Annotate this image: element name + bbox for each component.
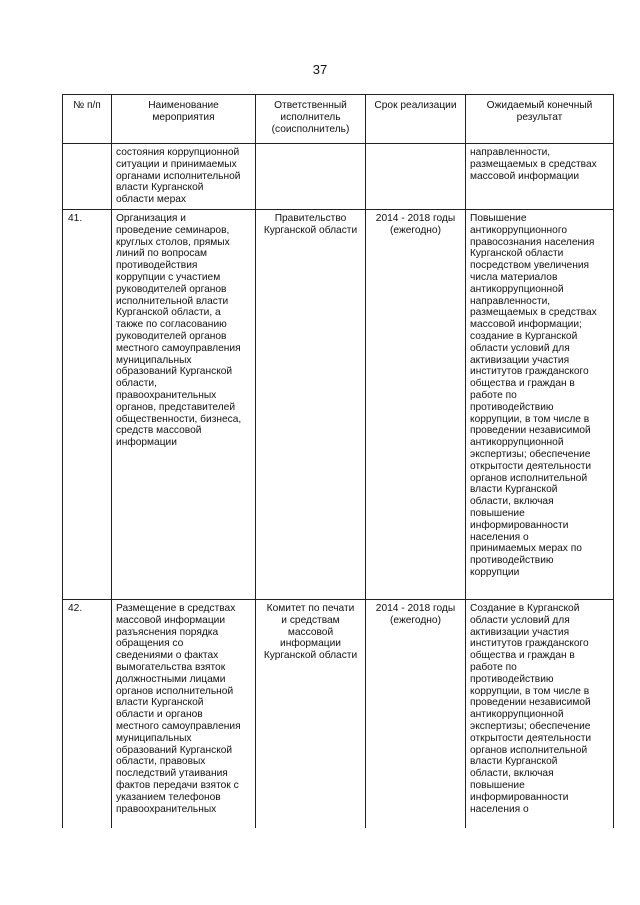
expected-result: Повышение антикоррупционного правосознания населения Курганской области посредством увеличения числа материалов антикоррупционной направленности, размещаемых в средствах массовой информации; создание в Курганской области условий для активизации участия институтов гражданского общества и граждан в работе по противодействию коррупции, в том числе в проведении независимой антикоррупционной экспертизы; обеспечение открытости деятельности органов исполнительной власти Курганской области, включая повышение информированности населения о принимаемых мерах по противодействию коррупции bbox=[466, 210, 614, 600]
table-row bbox=[63, 600, 614, 829]
header-measure-name: Наименование мероприятия bbox=[112, 95, 256, 144]
measure-name: состояния коррупционной ситуации и принимаемых органами исполнительной власти Курганской области мерах bbox=[112, 144, 256, 210]
header-result: Ожидаемый конечный результат bbox=[466, 95, 614, 144]
header-term: Срок реализации bbox=[366, 95, 466, 144]
table-row bbox=[63, 144, 614, 210]
page-number: 37 bbox=[312, 62, 328, 77]
executor bbox=[256, 144, 366, 210]
term: 2014 - 2018 годы (ежегодно) bbox=[366, 210, 466, 600]
executor: Правительство Курганской области bbox=[256, 210, 366, 600]
table-row bbox=[63, 210, 614, 600]
header-number: № п/п bbox=[63, 95, 112, 144]
row-number: 41. bbox=[63, 210, 112, 600]
measure-name: Организация и проведение семинаров, круглых столов, прямых линий по вопросам противодействия коррупции с участием руководителей органов исполнительной власти Курганской области, а также по согласованию руководителей органов местного самоуправления муниципальных образований Курганской области, правоохранительных органов, представителей общественности, бизнеса, средств массовой информации bbox=[112, 210, 256, 600]
term: 2014 - 2018 годы (ежегодно) bbox=[366, 600, 466, 829]
term bbox=[366, 144, 466, 210]
table-header-row bbox=[63, 95, 614, 144]
expected-result: Создание в Курганской области условий для активизации участия институтов гражданского общества и граждан в работе по противодействию коррупции, в том числе в проведении независимой антикоррупционной экспертизы; обеспечение открытости деятельности органов исполнительной власти Курганской области, включая повышение информированности населения о bbox=[466, 600, 614, 829]
row-number: 42. bbox=[63, 600, 112, 829]
row-number bbox=[63, 144, 112, 210]
expected-result: направленности, размещаемых в средствах массовой информации bbox=[466, 144, 614, 210]
measures-table bbox=[62, 94, 614, 828]
header-executor: Ответственный исполнитель (соисполнитель) bbox=[256, 95, 366, 144]
executor: Комитет по печати и средствам массовой информации Курганской области bbox=[256, 600, 366, 829]
measure-name: Размещение в средствах массовой информации разъяснения порядка обращения со сведениями о фактах вымогательства взяток должностными лицами органов исполнительной власти Курганской области и органов местного самоуправления муниципальных образований Курганской области, правовых последствий утаивания фактов передачи взяток с указанием телефонов правоохранительных bbox=[112, 600, 256, 829]
